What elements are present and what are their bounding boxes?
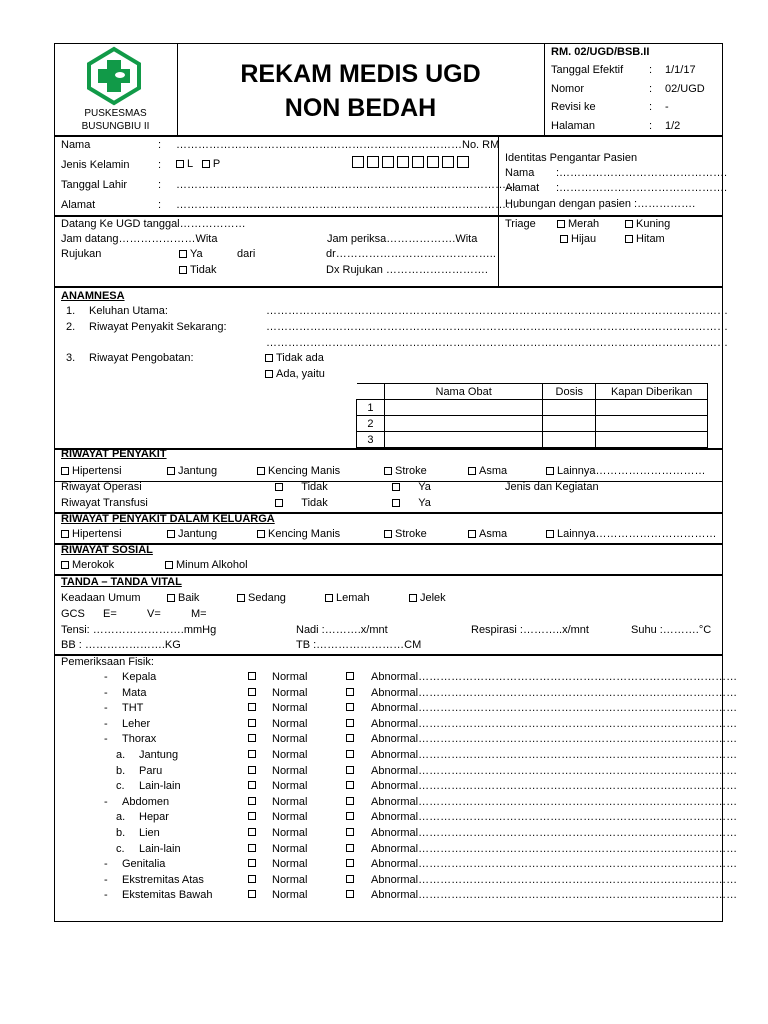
ku-baik[interactable]: Baik <box>167 593 199 604</box>
sosial-merokok[interactable]: Merokok <box>61 560 114 571</box>
fisik-abnormal-checkbox[interactable] <box>346 702 357 713</box>
gcs-label: GCS <box>61 608 85 620</box>
meta-label: Tanggal Efektif <box>551 64 624 76</box>
col-nama-obat: Nama Obat <box>384 384 542 400</box>
keluhan-utama-label: Keluhan Utama: <box>89 305 168 317</box>
fisik-normal-checkbox[interactable] <box>248 733 259 744</box>
fisik-abnormal-checkbox[interactable] <box>346 765 357 776</box>
fisik-abnormal-checkbox[interactable] <box>346 827 357 838</box>
fisik-normal-checkbox[interactable] <box>248 889 259 900</box>
keluarga-option[interactable]: Stroke <box>384 529 427 540</box>
anamnesa-title: ANAMNESA <box>61 290 125 302</box>
fisik-item-label: Hepar <box>139 811 169 824</box>
fisik-item-label: Abdomen <box>122 795 170 808</box>
pengantar-alamat-field[interactable]: :………………………………………. <box>556 182 728 194</box>
fisik-abnormal-field[interactable]: Abnormal…………………………………………………………………………… <box>371 780 738 793</box>
fisik-normal-label: Normal <box>272 811 308 824</box>
keluarga-option[interactable]: Asma <box>468 529 507 540</box>
triage-hijau[interactable]: Hijau <box>560 234 596 245</box>
fisik-normal-label: Normal <box>272 780 308 793</box>
fisik-item-label: Jantung <box>139 749 179 761</box>
transfusi-tidak[interactable]: Tidak <box>275 498 328 509</box>
label-rujukan: Rujukan <box>61 248 102 260</box>
tb-field[interactable]: TB :……………………CM <box>296 639 422 651</box>
keluarga-option[interactable]: Kencing Manis <box>257 529 340 540</box>
label-alamat: Alamat <box>61 199 96 211</box>
fisik-item-label: Paru <box>139 764 163 777</box>
fisik-item-label: THT <box>122 702 144 715</box>
fisik-abnormal-field[interactable]: Abnormal…………………………………………………………………………… <box>371 702 738 715</box>
doc-code: RM. 02/UGD/BSB.II <box>551 46 650 58</box>
jam-datang[interactable]: Jam datang…………………Wita <box>61 233 218 245</box>
riwayat-pengobatan-label: Riwayat Pengobatan: <box>89 352 194 364</box>
fisik-item-label: Leher <box>122 717 151 730</box>
transfusi-ya[interactable]: Ya <box>392 498 431 509</box>
fisik-normal-checkbox[interactable] <box>248 827 259 838</box>
meta-value: 02/UGD <box>665 83 705 95</box>
fisik-abnormal-field[interactable]: Abnormal…………………………………………………………………………… <box>371 764 738 777</box>
fisik-normal-label: Normal <box>272 873 308 886</box>
pengantar-nama-field[interactable]: :………………………………………. <box>556 167 728 179</box>
fisik-normal-checkbox[interactable] <box>248 874 259 885</box>
fisik-abnormal-field[interactable]: Abnormal…………………………………………………………………………… <box>371 811 738 824</box>
fisik-normal-label: Normal <box>272 686 308 699</box>
riwayat-penyakit-option[interactable]: Kencing Manis <box>257 466 340 477</box>
fisik-abnormal-field[interactable]: Abnormal…………………………………………………………………………… <box>371 717 738 730</box>
meta-value: - <box>665 101 669 113</box>
jenis-kegiatan: Jenis dan Kegiatan <box>505 481 599 493</box>
triage-label: Triage <box>505 218 536 230</box>
fisik-abnormal-field[interactable]: Abnormal…………………………………………………………………………… <box>371 795 738 808</box>
fisik-abnormal-field[interactable]: Abnormal…………………………………………………………………………… <box>371 889 738 902</box>
fisik-abnormal-field[interactable]: Abnormal…………………………………………………………………………… <box>371 671 738 683</box>
vital-title: TANDA – TANDA VITAL <box>61 576 182 588</box>
label-tanggal-lahir: Tanggal Lahir <box>61 179 128 191</box>
pengantar-alamat-label: Alamat <box>505 182 540 194</box>
doc-title-2: NON BEDAH <box>284 94 437 122</box>
fisik-item-label: Ekstemitas Bawah <box>122 889 213 902</box>
keluarga-title: RIWAYAT PENYAKIT DALAM KELUARGA <box>61 513 275 525</box>
table-row: 1 <box>357 400 708 416</box>
col-dosis: Dosis <box>543 384 596 400</box>
fisik-abnormal-field[interactable]: Abnormal…………………………………………………………………………… <box>371 842 738 855</box>
fisik-normal-checkbox[interactable] <box>248 843 259 854</box>
fisik-abnormal-checkbox[interactable] <box>346 671 357 682</box>
tanggal-lahir-field[interactable]: ………………………………………………………………………………… <box>176 179 517 191</box>
pengobatan-ada[interactable]: Ada, yaitu <box>265 369 325 380</box>
keluarga-option[interactable]: Lainnya…………………………… <box>546 529 717 540</box>
riwayat-sekarang-label: Riwayat Penyakit Sekarang: <box>89 321 227 333</box>
col-kapan: Kapan Diberikan <box>596 384 708 400</box>
triage-hitam[interactable]: Hitam <box>625 234 665 245</box>
pengantar-hubungan[interactable]: Hubungan dengan pasien :……………. <box>505 198 696 210</box>
gender-options: L P <box>176 159 220 170</box>
riwayat-penyakit-option[interactable]: Lainnya………………………… <box>546 466 706 477</box>
sosial-alkohol[interactable]: Minum Alkohol <box>165 560 248 571</box>
nama-no-rm: ……………………………………………………………………No. RM <box>176 139 500 151</box>
fisik-normal-checkbox[interactable] <box>248 811 259 822</box>
fisik-abnormal-field[interactable]: Abnormal…………………………………………………………………………… <box>371 827 738 839</box>
doc-title-1: REKAM MEDIS UGD <box>240 60 481 88</box>
fisik-abnormal-checkbox[interactable] <box>346 718 357 729</box>
fisik-abnormal-checkbox[interactable] <box>346 733 357 744</box>
obat-table <box>356 383 708 448</box>
fisik-abnormal-checkbox[interactable] <box>346 874 357 885</box>
nadi-field[interactable]: Nadi :……….x/mnt <box>296 624 388 636</box>
ku-jelek[interactable]: Jelek <box>409 593 446 604</box>
table-row: 2 <box>357 416 708 432</box>
riwayat-sekarang-field-1[interactable]: ……………………………………………………………………………………………………………… <box>266 321 728 333</box>
fisik-abnormal-checkbox[interactable] <box>346 780 357 791</box>
sosial-frame <box>54 544 723 575</box>
org-name-1: PUSKESMAS <box>84 108 147 119</box>
puskesmas-logo <box>84 46 144 106</box>
keluhan-utama-field[interactable]: ……………………………………………………………………………………………………………… <box>266 305 728 317</box>
fisik-normal-label: Normal <box>272 795 308 808</box>
fisik-normal-checkbox[interactable] <box>248 702 259 713</box>
keluarga-option[interactable]: Hipertensi <box>61 529 122 540</box>
fisik-item-label: Thorax <box>122 733 157 746</box>
triage-merah[interactable]: Merah <box>557 219 599 230</box>
triage-kuning[interactable]: Kuning <box>625 219 670 230</box>
rujukan-tidak[interactable]: Tidak <box>179 265 217 276</box>
fisik-normal-label: Normal <box>272 702 308 715</box>
gcs-m[interactable]: M= <box>191 608 207 620</box>
fisik-normal-label: Normal <box>272 842 308 855</box>
fisik-abnormal-checkbox[interactable] <box>346 811 357 822</box>
fisik-normal-label: Normal <box>272 671 308 683</box>
fisik-normal-label: Normal <box>272 827 308 839</box>
fisik-item-label: Lain-lain <box>139 842 181 855</box>
gcs-v[interactable]: V= <box>147 608 161 620</box>
org-name-2: BUSUNGBIU II <box>81 121 150 132</box>
fisik-item-label: Mata <box>122 686 147 699</box>
riwayat-transfusi-label: Riwayat Transfusi <box>61 497 148 509</box>
fisik-normal-label: Normal <box>272 858 308 871</box>
checkbox-p[interactable] <box>202 160 210 168</box>
respirasi-field[interactable]: Respirasi :………..x/mnt <box>471 624 589 636</box>
fisik-normal-label: Normal <box>272 889 308 902</box>
riwayat-penyakit-option[interactable]: Stroke <box>384 466 427 477</box>
pengantar-title: Identitas Pengantar Pasien <box>505 152 638 164</box>
fisik-normal-checkbox[interactable] <box>248 780 259 791</box>
datang-ugd[interactable]: Datang Ke UGD tanggal……………… <box>61 218 246 230</box>
operasi-ya[interactable]: Ya <box>392 482 431 493</box>
fisik-abnormal-field[interactable]: Abnormal…………………………………………………………………………… <box>371 733 738 746</box>
fisik-abnormal-checkbox[interactable] <box>346 843 357 854</box>
no-rm-boxes[interactable] <box>352 156 472 171</box>
fisik-abnormal-checkbox[interactable] <box>346 687 357 698</box>
fisik-normal-label: Normal <box>272 764 308 777</box>
meta-label: Revisi ke <box>551 101 596 113</box>
fisik-normal-checkbox[interactable] <box>248 858 259 869</box>
fisik-item-label: Lien <box>139 827 160 839</box>
fisik-abnormal-field[interactable]: Abnormal…………………………………………………………………………… <box>371 858 738 871</box>
fisik-abnormal-field[interactable]: Abnormal…………………………………………………………………………… <box>371 749 738 761</box>
pengobatan-tidak-ada[interactable]: Tidak ada <box>265 353 324 364</box>
suhu-field[interactable]: Suhu :……….°C <box>631 624 712 636</box>
fisik-normal-checkbox[interactable] <box>248 765 259 776</box>
checkbox-l[interactable] <box>176 160 184 168</box>
tensi-field[interactable]: Tensi: …………………….mmHg <box>61 624 217 636</box>
meta-value: 1/2 <box>665 120 681 132</box>
dx-rujukan[interactable]: Dx Rujukan ………………………. <box>326 264 488 276</box>
riwayat-penyakit-option[interactable]: Asma <box>468 466 507 477</box>
label-jenis-kelamin: Jenis Kelamin <box>61 159 130 171</box>
keadaan-umum-label: Keadaan Umum <box>61 592 141 604</box>
rujukan-ya[interactable]: Ya <box>179 249 203 260</box>
meta-value: 1/1/17 <box>665 64 696 76</box>
fisik-item-label: Kepala <box>122 671 157 683</box>
fisik-item-label: Ekstremitas Atas <box>122 873 204 886</box>
fisik-normal-checkbox[interactable] <box>248 796 259 807</box>
alamat-field[interactable]: ………………………………………………………………………………… <box>176 199 517 211</box>
bb-field[interactable]: BB : ………………….KG <box>61 639 181 651</box>
gcs-e[interactable]: E= <box>103 608 117 620</box>
fisik-abnormal-checkbox[interactable] <box>346 749 357 760</box>
riwayat-sekarang-field-2[interactable]: ……………………………………………………………………………………………………………… <box>266 337 728 349</box>
ku-sedang[interactable]: Sedang <box>237 593 286 604</box>
fisik-normal-label: Normal <box>272 733 308 746</box>
fisik-item-label: Genitalia <box>122 858 166 871</box>
table-row: 3 <box>357 432 708 448</box>
ku-lemah[interactable]: Lemah <box>325 593 370 604</box>
fisik-normal-checkbox[interactable] <box>248 718 259 729</box>
fisik-normal-checkbox[interactable] <box>248 687 259 698</box>
fisik-normal-label: Normal <box>272 717 308 730</box>
fisik-normal-label: Normal <box>272 749 308 761</box>
label-nama: Nama <box>61 139 91 151</box>
fisik-abnormal-field[interactable]: Abnormal…………………………………………………………………………… <box>371 686 738 699</box>
operasi-tidak[interactable]: Tidak <box>275 482 328 493</box>
riwayat-operasi-label: Riwayat Operasi <box>61 481 142 493</box>
jam-periksa[interactable]: Jam periksa……………….Wita <box>327 233 478 245</box>
fisik-item-label: Lain-lain <box>139 780 181 793</box>
fisik-title: Pemeriksaan Fisik: <box>61 656 154 668</box>
riwayat-penyakit-option[interactable]: Jantung <box>167 466 217 477</box>
fisik-abnormal-checkbox[interactable] <box>346 796 357 807</box>
fisik-normal-checkbox[interactable] <box>248 749 259 760</box>
fisik-abnormal-checkbox[interactable] <box>346 858 357 869</box>
sosial-title: RIWAYAT SOSIAL <box>61 544 153 556</box>
meta-label: Nomor <box>551 83 585 95</box>
riwayat-penyakit-title: RIWAYAT PENYAKIT <box>61 448 167 460</box>
fisik-abnormal-field[interactable]: Abnormal…………………………………………………………………………… <box>371 873 738 886</box>
meta-label: Halaman <box>551 120 596 132</box>
keluarga-option[interactable]: Jantung <box>167 529 217 540</box>
pengantar-nama-label: Nama <box>505 167 535 179</box>
riwayat-penyakit-option[interactable]: Hipertensi <box>61 466 122 477</box>
fisik-normal-checkbox[interactable] <box>248 671 259 682</box>
rujukan-dr[interactable]: dr…………………………………….. <box>326 248 496 260</box>
fisik-abnormal-checkbox[interactable] <box>346 889 357 900</box>
